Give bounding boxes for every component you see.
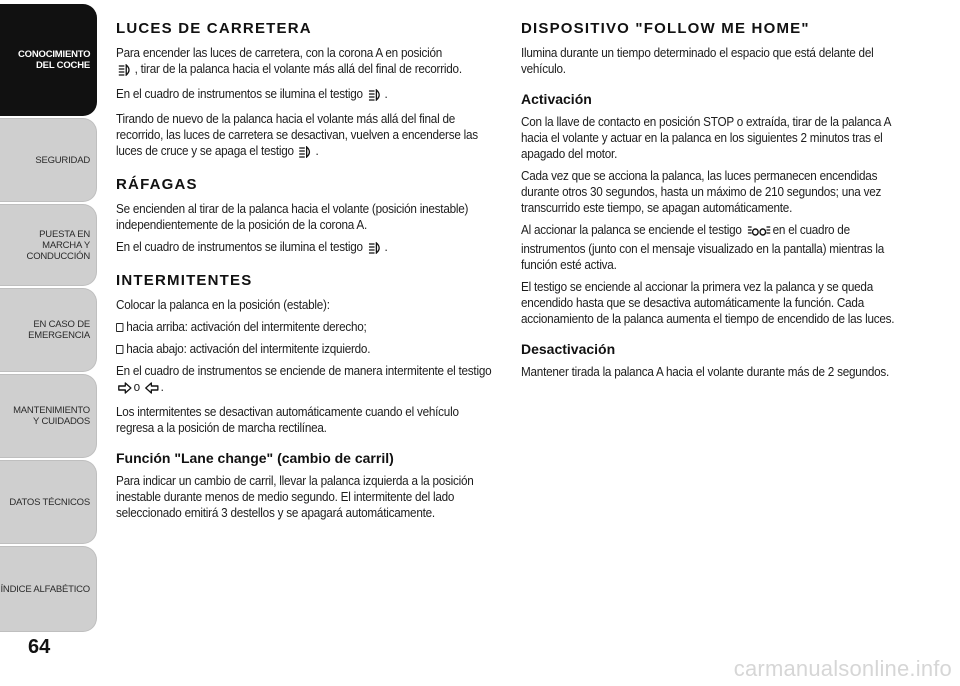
- paragraph: [521, 222, 909, 273]
- paragraph: Cada vez que se acciona la palanca, las luces permanecen encendidas durante otros 30 segundos, hasta un máximo de 210 segundos; una vez transcurrido este tiempo, se apagan automáticamente.: [521, 169, 882, 215]
- paragraph: Con la llave de contacto en posición STOP o extraída, tirar de la palanca A hacia el volante y actuar en la palanca en los siguientes 2 minutos tras el apagado del motor.: [521, 115, 891, 161]
- tab-mantenimiento-y-cuidados[interactable]: [0, 374, 97, 458]
- text: Al accionar la palanca se enciende el testigo: [521, 223, 742, 237]
- tab-conocimiento-del-coche[interactable]: [0, 4, 97, 116]
- tab-label: SEGURIDAD: [35, 154, 90, 166]
- paragraph: Ilumina durante un tiempo determinado el espacio que está delante del vehículo.: [521, 46, 874, 76]
- watermark-text: carmanualsonline.info: [733, 656, 952, 681]
- section-title-rafagas: RÁFAGAS: [116, 176, 198, 193]
- paragraph: [116, 86, 494, 105]
- paragraph: Colocar la palanca en la posición (estable):: [116, 298, 330, 312]
- paragraph: [116, 239, 494, 258]
- paragraph: [116, 363, 494, 398]
- tab-label: EN CASO DE EMERGENCIA: [28, 319, 90, 341]
- list-item: [116, 341, 494, 357]
- checkbox-bullet-icon: [116, 345, 123, 354]
- paragraph: Para indicar un cambio de carril, llevar la palanca izquierda a la posición inestable durante menos de medio segundo. El intermitente del lado seleccionado emitirá 3 destellos y se apagará automáticamente.: [116, 474, 474, 520]
- tab-seguridad[interactable]: [0, 118, 97, 202]
- checkbox-bullet-icon: [116, 323, 123, 332]
- high-beam-icon: [368, 242, 383, 258]
- list-item: [116, 319, 494, 335]
- text: .: [384, 240, 388, 254]
- tab-indice-alfabetico[interactable]: [0, 546, 97, 632]
- paragraph: Mantener tirada la palanca A hacia el volante durante más de 2 segundos.: [521, 365, 890, 379]
- text: .: [160, 380, 164, 394]
- text: .: [384, 87, 388, 101]
- text: en el cuadro de instrumentos (junto con el mensaje visualizado en la pantalla) mientras la función esté activa.: [521, 223, 884, 272]
- text: .: [315, 144, 319, 158]
- paragraph: [116, 111, 494, 162]
- subsection-title-desactivacion: Desactivación: [521, 341, 616, 357]
- section-title-intermitentes: INTERMITENTES: [116, 272, 253, 289]
- text: hacia arriba: activación del intermitente derecho;: [126, 320, 367, 334]
- tab-datos-tecnicos[interactable]: [0, 460, 97, 544]
- page-number: 64: [28, 636, 51, 658]
- left-column: [116, 20, 496, 527]
- turn-right-arrow-icon: [118, 382, 132, 398]
- paragraph: [116, 45, 494, 80]
- text: Para encender las luces de carretera, con la corona A en posición: [116, 46, 443, 60]
- text: En el cuadro de instrumentos se enciende de manera intermitente el testigo: [116, 364, 492, 378]
- tab-label: DATOS TÉCNICOS: [9, 496, 90, 508]
- paragraph: Los intermitentes se desactivan automáticamente cuando el vehículo regresa a la posición de marcha rectilínea.: [116, 405, 459, 435]
- high-beam-icon: [118, 64, 133, 80]
- high-beam-icon: [368, 89, 383, 105]
- text: , tirar de la palanca hacia el volante más allá del final de recorrido.: [134, 62, 462, 76]
- tab-label: MANTENIMIENTO Y CUIDADOS: [13, 405, 90, 427]
- turn-left-arrow-icon: [145, 382, 159, 398]
- section-title-follow-me-home: DISPOSITIVO "FOLLOW ME HOME": [521, 20, 810, 37]
- paragraph: Se encienden al tirar de la palanca hacia el volante (posición inestable) independientemente de la posición de la corona A.: [116, 202, 469, 232]
- text: En el cuadro de instrumentos se ilumina el testigo: [116, 87, 363, 101]
- tab-puesta-en-marcha[interactable]: [0, 204, 97, 286]
- text: Tirando de nuevo de la palanca hacia el volante más allá del final de recorrido, las luces de carretera se desactivan, vuelven a encenderse las luces de cruce y se apaga el testigo: [116, 112, 478, 158]
- right-column: [521, 20, 911, 386]
- high-beam-icon: [299, 146, 314, 162]
- tab-en-caso-de-emergencia[interactable]: [0, 288, 97, 372]
- subsection-title-lane-change: Función "Lane change" (cambio de carril): [116, 450, 394, 466]
- section-title-luces-de-carretera: LUCES DE CARRETERA: [116, 20, 312, 37]
- text: o: [133, 380, 140, 394]
- follow-me-home-icon: [747, 225, 771, 241]
- text: En el cuadro de instrumentos se ilumina el testigo: [116, 240, 363, 254]
- tab-label: PUESTA EN MARCHA Y CONDUCCIÓN: [26, 228, 90, 262]
- tab-label: ÍNDICE ALFABÉTICO: [0, 583, 90, 595]
- tab-label: CONOCIMIENTO DEL COCHE: [18, 49, 91, 71]
- chapter-sidebar: [0, 0, 100, 686]
- paragraph: El testigo se enciende al accionar la primera vez la palanca y se queda encendido hasta que se desactiva automáticamente la función. Cada accionamiento de la palanca aumenta el tiempo de encendido de las luces.: [521, 280, 895, 326]
- text: hacia abajo: activación del intermitente izquierdo.: [126, 342, 371, 356]
- subsection-title-activacion: Activación: [521, 91, 592, 107]
